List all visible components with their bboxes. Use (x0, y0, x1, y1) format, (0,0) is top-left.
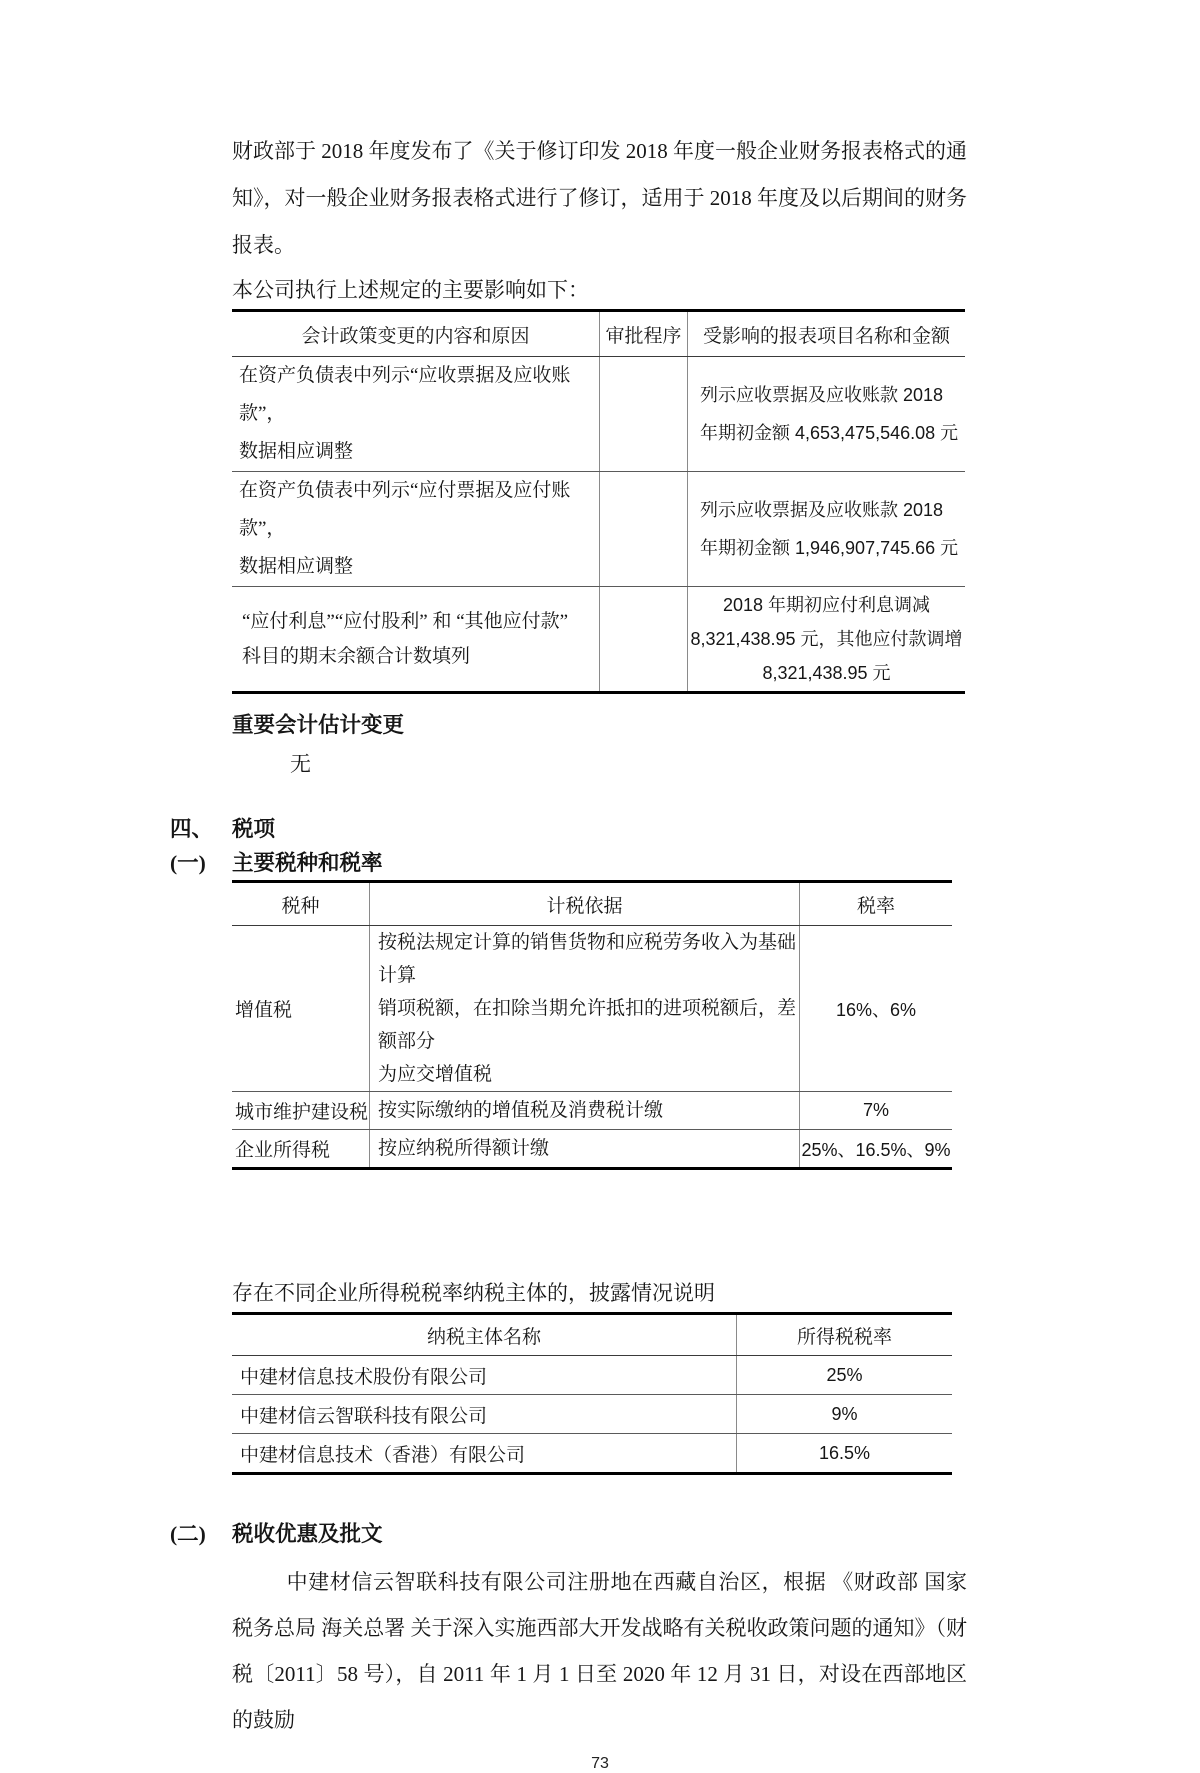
approval-cell (600, 587, 688, 691)
tax-table-header-row (232, 883, 952, 926)
subsection-1-heading (0, 848, 1200, 878)
table-row (232, 926, 952, 1092)
entity-name-cell: 中建材信息技术股份有限公司 (232, 1356, 737, 1394)
tax-rate-cell: 7% (862, 1100, 889, 1120)
tax-rate-table (232, 880, 952, 1170)
entity-table-header-row (232, 1315, 952, 1356)
entity-rate-cell: 16.5% (818, 1442, 871, 1463)
tax-rate-cell: 25%、16.5%、9% (801, 1139, 951, 1160)
impact-cell: 2018 年期初应付利息调减 8,321,438.95 元，其他应付款调增 8,321,438.95 元 (690, 595, 963, 683)
policy-content-cell: “应付利息”“应付股利” 和 “其他应付款” 科目的期末余额合计数填列 (232, 587, 600, 691)
estimate-change-heading: 重要会计估计变更 (232, 713, 405, 737)
policy-table-header-row (232, 312, 965, 357)
table-row (232, 472, 965, 587)
approval-cell (600, 472, 688, 586)
section-number: 四、 (170, 817, 214, 841)
tax-basis-cell: 按实际缴纳的增值税及消费税计缴 (370, 1092, 800, 1129)
impact-cell: 列示应收票据及应收账款 2018 年期初金额 4,653,475,546.08 元 (700, 385, 959, 443)
header-tax-type: 税种 (232, 883, 370, 925)
subsection-title: 主要税种和税率 (232, 851, 383, 875)
table-row (232, 1130, 952, 1167)
entity-rate-cell: 25% (826, 1364, 863, 1385)
table-lead-text: 本公司执行上述规定的主要影响如下： (232, 278, 589, 302)
table-row (232, 587, 965, 691)
tax-basis-cell: 按税法规定计算的销售货物和应税劳务收入为基础计算 销项税额，在扣除当期允许抵扣的进项税额后，差额部分 为应交增值税 (370, 926, 800, 1091)
tax-type-cell: 增值税 (232, 926, 370, 1091)
impact-cell: 列示应收票据及应收账款 2018 年期初金额 1,946,907,745.66 元 (700, 500, 959, 558)
subsection-title: 税收优惠及批文 (232, 1522, 383, 1546)
table-row (232, 1092, 952, 1130)
header-impact: 受影响的报表项目名称和金额 (702, 325, 950, 347)
header-approval: 审批程序 (600, 312, 688, 356)
tax-rate-cell: 16%、6% (835, 999, 917, 1020)
entity-name-cell: 中建材信息技术（香港）有限公司 (232, 1434, 737, 1472)
subsection-number: (一) (170, 851, 206, 875)
tax-type-cell: 企业所得税 (232, 1130, 370, 1167)
table-row (232, 1356, 952, 1395)
tax-incentive-paragraph: 中建材信云智联科技有限公司注册地在西藏自治区，根据 《财政部 国家税务总局 海关总署 关于深入实施西部大开发战略有关税收政策问题的通知》（财税〔2011〕58 号），自 2011 年 1 月 1 日至 2020 年 12 月 31 日，对设在西部地区的鼓励 (232, 1570, 967, 1732)
table-row (232, 1395, 952, 1434)
intro-paragraph: 财政部于 2018 年度发布了《关于修订印发 2018 年度一般企业财务报表格式的通知》，对一般企业财务报表格式进行了修订，适用于 2018 年度及以后期间的财务报表。 (232, 139, 967, 257)
policy-change-table (232, 309, 965, 694)
entity-name-cell: 中建材信云智联科技有限公司 (232, 1395, 737, 1433)
section-tax-heading (0, 814, 1200, 844)
header-tax-basis: 计税依据 (370, 883, 800, 925)
subsection-2-heading (0, 1519, 1200, 1549)
header-tax-rate: 税率 (856, 895, 895, 917)
page-number: 73 (591, 1755, 609, 1772)
section-title: 税项 (232, 817, 276, 841)
estimate-change-value: 无 (290, 752, 311, 776)
header-entity-name: 纳税主体名称 (232, 1315, 737, 1355)
header-income-tax-rate: 所得税税率 (796, 1326, 892, 1348)
table-row (232, 1434, 952, 1472)
policy-content-cell: 在资产负债表中列示“应收票据及应收账款”， 数据相应调整 (232, 357, 600, 471)
disclosure-lead-text: 存在不同企业所得税税率纳税主体的，披露情况说明 (232, 1281, 715, 1305)
tax-type-cell: 城市维护建设税 (232, 1092, 370, 1129)
header-policy-content: 会计政策变更的内容和原因 (232, 312, 600, 356)
table-row (232, 357, 965, 472)
subsection-number: (二) (170, 1522, 206, 1546)
entity-rate-table (232, 1312, 952, 1475)
entity-rate-cell: 9% (831, 1403, 858, 1424)
approval-cell (600, 357, 688, 471)
policy-content-cell: 在资产负债表中列示“应付票据及应付账款”， 数据相应调整 (232, 472, 600, 586)
tax-basis-cell: 按应纳税所得额计缴 (370, 1130, 800, 1167)
